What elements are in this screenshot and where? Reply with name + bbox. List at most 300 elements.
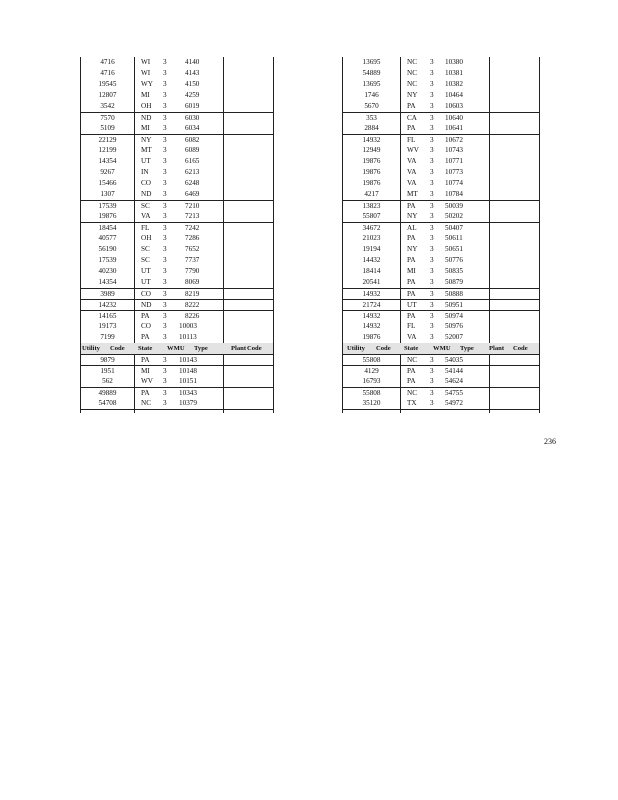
wmu-type-cell: 3 (430, 114, 434, 122)
wmu-type-cell: 3 (163, 356, 167, 364)
state-cell: UT (141, 278, 151, 286)
plant-code-cell: 7210 (185, 202, 200, 210)
table-row (81, 178, 273, 189)
state-cell: UT (141, 157, 151, 165)
table-row (343, 211, 539, 222)
plant-code-cell: 8219 (185, 290, 200, 298)
utility-code-cell: 19876 (362, 157, 381, 165)
table-row (343, 277, 539, 288)
plant-code-cell: 6030 (185, 114, 200, 122)
plant-code-cell: 10464 (445, 91, 463, 99)
wmu-type-cell: 3 (430, 333, 434, 341)
state-cell: PA (407, 290, 416, 298)
state-cell: UT (407, 301, 417, 309)
utility-code-cell: 5670 (364, 102, 379, 110)
table-row (343, 255, 539, 266)
utility-code-cell: 562 (102, 377, 113, 385)
plant-code-cell: 50407 (445, 224, 463, 232)
utility-code-cell: 14932 (362, 290, 381, 298)
column-header: Code (376, 345, 391, 352)
state-cell: MT (407, 190, 418, 198)
utility-code-cell: 14932 (362, 136, 381, 144)
plant-code-cell: 7213 (185, 212, 200, 220)
state-cell: NC (407, 80, 417, 88)
utility-code-cell: 17539 (98, 202, 117, 210)
utility-code-cell: 19194 (362, 245, 381, 253)
utility-code-cell: 55808 (362, 389, 381, 397)
wmu-type-cell: 3 (163, 312, 167, 320)
state-cell: IN (141, 168, 149, 176)
wmu-type-cell: 3 (163, 322, 167, 330)
utility-code-cell: 12199 (98, 146, 117, 154)
utility-code-cell: 14432 (362, 256, 381, 264)
plant-code-cell: 50039 (445, 202, 463, 210)
utility-code-cell: 19876 (362, 168, 381, 176)
column-header: Plant (489, 345, 505, 352)
utility-code-cell: 13695 (362, 58, 381, 66)
utility-code-cell: 18414 (362, 267, 381, 275)
wmu-type-cell: 3 (430, 377, 434, 385)
utility-code-cell: 1951 (100, 367, 115, 375)
utility-code-cell: 19876 (98, 212, 117, 220)
state-cell: AL (407, 224, 417, 232)
state-cell: PA (407, 278, 416, 286)
plant-code-cell: 8069 (185, 278, 200, 286)
plant-code-cell: 7737 (185, 256, 200, 264)
state-cell: ND (141, 190, 152, 198)
column-header: WMU (433, 345, 451, 352)
column-header: Plant (231, 345, 247, 352)
table-row (81, 145, 273, 156)
wmu-type-cell: 3 (163, 69, 167, 77)
wmu-type-cell: 3 (163, 234, 167, 242)
state-cell: PA (407, 202, 416, 210)
state-cell: SC (141, 256, 150, 264)
wmu-type-cell: 3 (163, 290, 167, 298)
wmu-type-cell: 3 (430, 69, 434, 77)
column-header: Type (194, 345, 208, 352)
state-cell: WY (141, 80, 153, 88)
plant-code-cell: 4259 (185, 91, 200, 99)
column-header: Utility (347, 345, 365, 352)
wmu-type-cell: 3 (430, 136, 434, 144)
wmu-type-cell: 3 (163, 377, 167, 385)
state-cell: NY (407, 91, 418, 99)
plant-code-cell: 10113 (179, 333, 197, 341)
state-cell: PA (407, 234, 416, 242)
wmu-type-cell: 3 (163, 301, 167, 309)
wmu-type-cell: 3 (430, 157, 434, 165)
column-header: Type (460, 345, 474, 352)
utility-code-cell: 19545 (98, 80, 117, 88)
wmu-type-cell: 3 (163, 367, 167, 375)
utility-code-cell: 4129 (364, 367, 379, 375)
utility-code-cell: 18454 (98, 224, 117, 232)
state-cell: NC (141, 399, 151, 407)
plant-code-cell: 10343 (179, 389, 197, 397)
table-row (81, 233, 273, 244)
table-row (343, 321, 539, 332)
page-number: 236 (544, 437, 556, 446)
plant-code-cell: 10603 (445, 102, 463, 110)
utility-code-cell: 16793 (362, 377, 381, 385)
wmu-type-cell: 3 (430, 278, 434, 286)
table-header-row (343, 343, 539, 354)
state-cell: MT (141, 146, 152, 154)
plant-code-cell: 50611 (445, 234, 463, 242)
plant-code-cell: 6213 (185, 168, 200, 176)
table-row (343, 178, 539, 189)
table-row (81, 68, 273, 79)
state-cell: NC (407, 58, 417, 66)
utility-code-cell: 2884 (364, 124, 379, 132)
utility-code-cell: 40577 (98, 234, 117, 242)
wmu-type-cell: 3 (430, 224, 434, 232)
state-cell: NY (407, 245, 418, 253)
table-row (81, 211, 273, 222)
plant-code-cell: 7286 (185, 234, 200, 242)
plant-code-cell: 50651 (445, 245, 463, 253)
wmu-type-cell: 3 (163, 278, 167, 286)
state-cell: CO (141, 290, 151, 298)
table-row (343, 79, 539, 90)
state-cell: PA (407, 124, 416, 132)
utility-code-cell: 1307 (100, 190, 115, 198)
utility-code-cell: 3989 (100, 290, 115, 298)
wmu-type-cell: 3 (163, 224, 167, 232)
wmu-type-cell: 3 (163, 124, 167, 132)
utility-code-cell: 5109 (100, 124, 115, 132)
utility-code-cell: 17539 (98, 256, 117, 264)
utility-code-cell: 14165 (98, 312, 117, 320)
wmu-type-cell: 3 (163, 114, 167, 122)
utility-code-cell: 353 (366, 114, 377, 122)
plant-code-cell: 54972 (445, 399, 463, 407)
plant-code-cell: 6089 (185, 146, 200, 154)
table-row (343, 123, 539, 134)
utility-code-cell: 56190 (98, 245, 117, 253)
table-row (81, 167, 273, 178)
state-cell: CO (141, 322, 151, 330)
wmu-type-cell: 3 (430, 190, 434, 198)
state-cell: NY (407, 212, 418, 220)
plant-code-cell: 54035 (445, 356, 463, 364)
state-cell: OH (141, 102, 152, 110)
plant-code-cell: 54144 (445, 367, 463, 375)
state-cell: WV (141, 377, 153, 385)
utility-code-cell: 54708 (98, 399, 117, 407)
column-header: Code (110, 345, 125, 352)
wmu-type-cell: 3 (163, 58, 167, 66)
wmu-type-cell: 3 (163, 256, 167, 264)
wmu-type-cell: 3 (163, 157, 167, 165)
wmu-type-cell: 3 (163, 389, 167, 397)
plant-code-cell: 10641 (445, 124, 463, 132)
utility-code-cell: 13695 (362, 80, 381, 88)
wmu-type-cell: 3 (163, 136, 167, 144)
plant-code-cell: 54624 (445, 377, 463, 385)
utility-code-cell: 3542 (100, 102, 115, 110)
plant-code-cell: 6019 (185, 102, 200, 110)
state-cell: VA (407, 168, 417, 176)
state-cell: PA (407, 377, 416, 385)
wmu-type-cell: 3 (430, 146, 434, 154)
state-cell: ND (141, 301, 152, 309)
state-cell: WI (141, 58, 151, 66)
state-cell: NC (407, 389, 417, 397)
plant-code-cell: 50976 (445, 322, 463, 330)
wmu-type-cell: 3 (430, 399, 434, 407)
utility-code-cell: 1746 (364, 91, 379, 99)
plant-code-cell: 8222 (185, 301, 200, 309)
state-cell: TX (407, 399, 417, 407)
wmu-type-cell: 3 (163, 80, 167, 88)
wmu-type-cell: 3 (430, 367, 434, 375)
table-row (81, 376, 273, 387)
state-cell: PA (141, 333, 150, 341)
state-cell: PA (141, 356, 150, 364)
wmu-type-cell: 3 (163, 91, 167, 99)
wmu-type-cell: 3 (430, 234, 434, 242)
plant-code-cell: 10380 (445, 58, 463, 66)
utility-code-cell: 19876 (362, 333, 381, 341)
utility-code-cell: 55808 (362, 356, 381, 364)
table-row (81, 266, 273, 277)
wmu-type-cell: 3 (163, 267, 167, 275)
plant-code-cell: 6165 (185, 157, 200, 165)
utility-code-cell: 13823 (362, 202, 381, 210)
state-cell: PA (407, 256, 416, 264)
wmu-type-cell: 3 (163, 399, 167, 407)
utility-code-cell: 34672 (362, 224, 381, 232)
state-cell: SC (141, 202, 150, 210)
state-cell: CO (141, 179, 151, 187)
wmu-type-cell: 3 (163, 245, 167, 253)
plant-code-cell: 10774 (445, 179, 463, 187)
wmu-type-cell: 3 (430, 389, 434, 397)
wmu-type-cell: 3 (430, 212, 434, 220)
wmu-type-cell: 3 (430, 202, 434, 210)
utility-code-cell: 12807 (98, 91, 117, 99)
column-header: State (138, 345, 153, 352)
wmu-type-cell: 3 (163, 179, 167, 187)
plant-code-cell: 6082 (185, 136, 200, 144)
state-cell: WI (141, 69, 151, 77)
utility-code-cell: 15466 (98, 179, 117, 187)
wmu-type-cell: 3 (430, 80, 434, 88)
wmu-type-cell: 3 (163, 190, 167, 198)
state-cell: VA (407, 157, 417, 165)
table-row (343, 332, 539, 343)
plant-code-cell: 10672 (445, 136, 463, 144)
plant-code-cell: 6469 (185, 190, 200, 198)
plant-code-cell: 10148 (179, 367, 197, 375)
table-row (343, 57, 539, 68)
state-cell: VA (407, 179, 417, 187)
state-cell: UT (141, 267, 151, 275)
plant-code-cell: 10773 (445, 168, 463, 176)
state-cell: ND (141, 114, 152, 122)
column-header: Code (513, 345, 528, 352)
utility-code-cell: 14354 (98, 278, 117, 286)
plant-code-cell: 50888 (445, 290, 463, 298)
table-row (343, 244, 539, 255)
table-row (81, 255, 273, 266)
utility-code-cell: 4217 (364, 190, 379, 198)
plant-code-cell: 10379 (179, 399, 197, 407)
utility-code-cell: 14354 (98, 157, 117, 165)
utility-code-cell: 14932 (362, 312, 381, 320)
plant-code-cell: 50835 (445, 267, 463, 275)
plant-code-cell: 50776 (445, 256, 463, 264)
table-row (81, 277, 273, 288)
plant-code-cell: 10743 (445, 146, 463, 154)
table-header-row (81, 343, 273, 354)
table-row (343, 233, 539, 244)
state-cell: NY (141, 136, 152, 144)
table-row (343, 68, 539, 79)
state-cell: VA (141, 212, 151, 220)
wmu-type-cell: 3 (163, 333, 167, 341)
table-row (343, 156, 539, 167)
state-cell: PA (407, 312, 416, 320)
plant-code-cell: 4150 (185, 80, 200, 88)
utility-code-cell: 9879 (100, 356, 115, 364)
utility-code-cell: 40230 (98, 267, 117, 275)
utility-code-cell: 14932 (362, 322, 381, 330)
wmu-type-cell: 3 (430, 245, 434, 253)
table-row (81, 189, 273, 200)
utility-code-cell: 7570 (100, 114, 115, 122)
table-row (81, 79, 273, 90)
wmu-type-cell: 3 (430, 312, 434, 320)
plant-code-cell: 4140 (185, 58, 200, 66)
table-row (81, 332, 273, 343)
plant-code-cell: 10784 (445, 190, 463, 198)
table-row (81, 90, 273, 101)
plant-code-cell: 50951 (445, 301, 463, 309)
table-row (343, 189, 539, 200)
utility-code-cell: 4716 (100, 58, 115, 66)
plant-code-cell: 7242 (185, 224, 200, 232)
wmu-type-cell: 3 (430, 124, 434, 132)
wmu-type-cell: 3 (430, 91, 434, 99)
column-header: Code (247, 345, 262, 352)
plant-code-cell: 4143 (185, 69, 200, 77)
state-cell: PA (141, 389, 150, 397)
utility-code-cell: 54889 (362, 69, 381, 77)
state-cell: PA (407, 102, 416, 110)
table-row (81, 57, 273, 68)
plant-code-cell: 7790 (185, 267, 200, 275)
wmu-type-cell: 3 (430, 179, 434, 187)
utility-code-cell: 4716 (100, 69, 115, 77)
utility-code-cell: 21023 (362, 234, 381, 242)
utility-code-cell: 21724 (362, 301, 381, 309)
plant-code-cell: 8226 (185, 312, 200, 320)
state-cell: PA (407, 367, 416, 375)
state-cell: PA (141, 312, 150, 320)
utility-code-cell: 49889 (98, 389, 117, 397)
plant-code-cell: 50879 (445, 278, 463, 286)
state-cell: FL (141, 224, 150, 232)
left-table (80, 57, 274, 413)
table-row (81, 123, 273, 134)
table-row (343, 266, 539, 277)
column-header: Utility (82, 345, 100, 352)
table-row (81, 398, 273, 410)
plant-code-cell: 10143 (179, 356, 197, 364)
table-row (343, 90, 539, 101)
plant-code-cell: 10151 (179, 377, 197, 385)
wmu-type-cell: 3 (430, 58, 434, 66)
plant-code-cell: 10771 (445, 157, 463, 165)
plant-code-cell: 6248 (185, 179, 200, 187)
plant-code-cell: 6034 (185, 124, 200, 132)
utility-code-cell: 19173 (98, 322, 117, 330)
state-cell: MI (141, 124, 150, 132)
plant-code-cell: 7652 (185, 245, 200, 253)
plant-code-cell: 50974 (445, 312, 463, 320)
wmu-type-cell: 3 (163, 202, 167, 210)
state-cell: SC (141, 245, 150, 253)
right-table (342, 57, 540, 413)
plant-code-cell: 50202 (445, 212, 463, 220)
utility-code-cell: 19876 (362, 179, 381, 187)
utility-code-cell: 55807 (362, 212, 381, 220)
state-cell: NC (407, 69, 417, 77)
wmu-type-cell: 3 (430, 168, 434, 176)
plant-code-cell: 10003 (179, 322, 197, 330)
state-cell: MI (141, 367, 150, 375)
wmu-type-cell: 3 (430, 267, 434, 275)
utility-code-cell: 35120 (362, 399, 381, 407)
column-header: WMU (167, 345, 185, 352)
wmu-type-cell: 3 (163, 212, 167, 220)
table-row (343, 167, 539, 178)
utility-code-cell: 9267 (100, 168, 115, 176)
state-cell: VA (407, 333, 417, 341)
state-cell: NC (407, 356, 417, 364)
plant-code-cell: 54755 (445, 389, 463, 397)
wmu-type-cell: 3 (163, 102, 167, 110)
plant-code-cell: 10382 (445, 80, 463, 88)
wmu-type-cell: 3 (430, 102, 434, 110)
utility-code-cell: 7199 (100, 333, 115, 341)
table-row (343, 376, 539, 387)
state-cell: OH (141, 234, 152, 242)
state-cell: MI (141, 91, 150, 99)
utility-code-cell: 12949 (362, 146, 381, 154)
table-row (343, 145, 539, 156)
plant-code-cell: 10381 (445, 69, 463, 77)
plant-code-cell: 10640 (445, 114, 463, 122)
plant-code-cell: 52007 (445, 333, 463, 341)
wmu-type-cell: 3 (430, 301, 434, 309)
utility-code-cell: 22129 (98, 136, 117, 144)
table-row (81, 244, 273, 255)
utility-code-cell: 20541 (362, 278, 381, 286)
wmu-type-cell: 3 (430, 290, 434, 298)
state-cell: FL (407, 136, 416, 144)
state-cell: CA (407, 114, 417, 122)
utility-code-cell: 14232 (98, 301, 117, 309)
table-row (81, 156, 273, 167)
wmu-type-cell: 3 (163, 146, 167, 154)
wmu-type-cell: 3 (430, 322, 434, 330)
state-cell: WV (407, 146, 419, 154)
wmu-type-cell: 3 (163, 168, 167, 176)
